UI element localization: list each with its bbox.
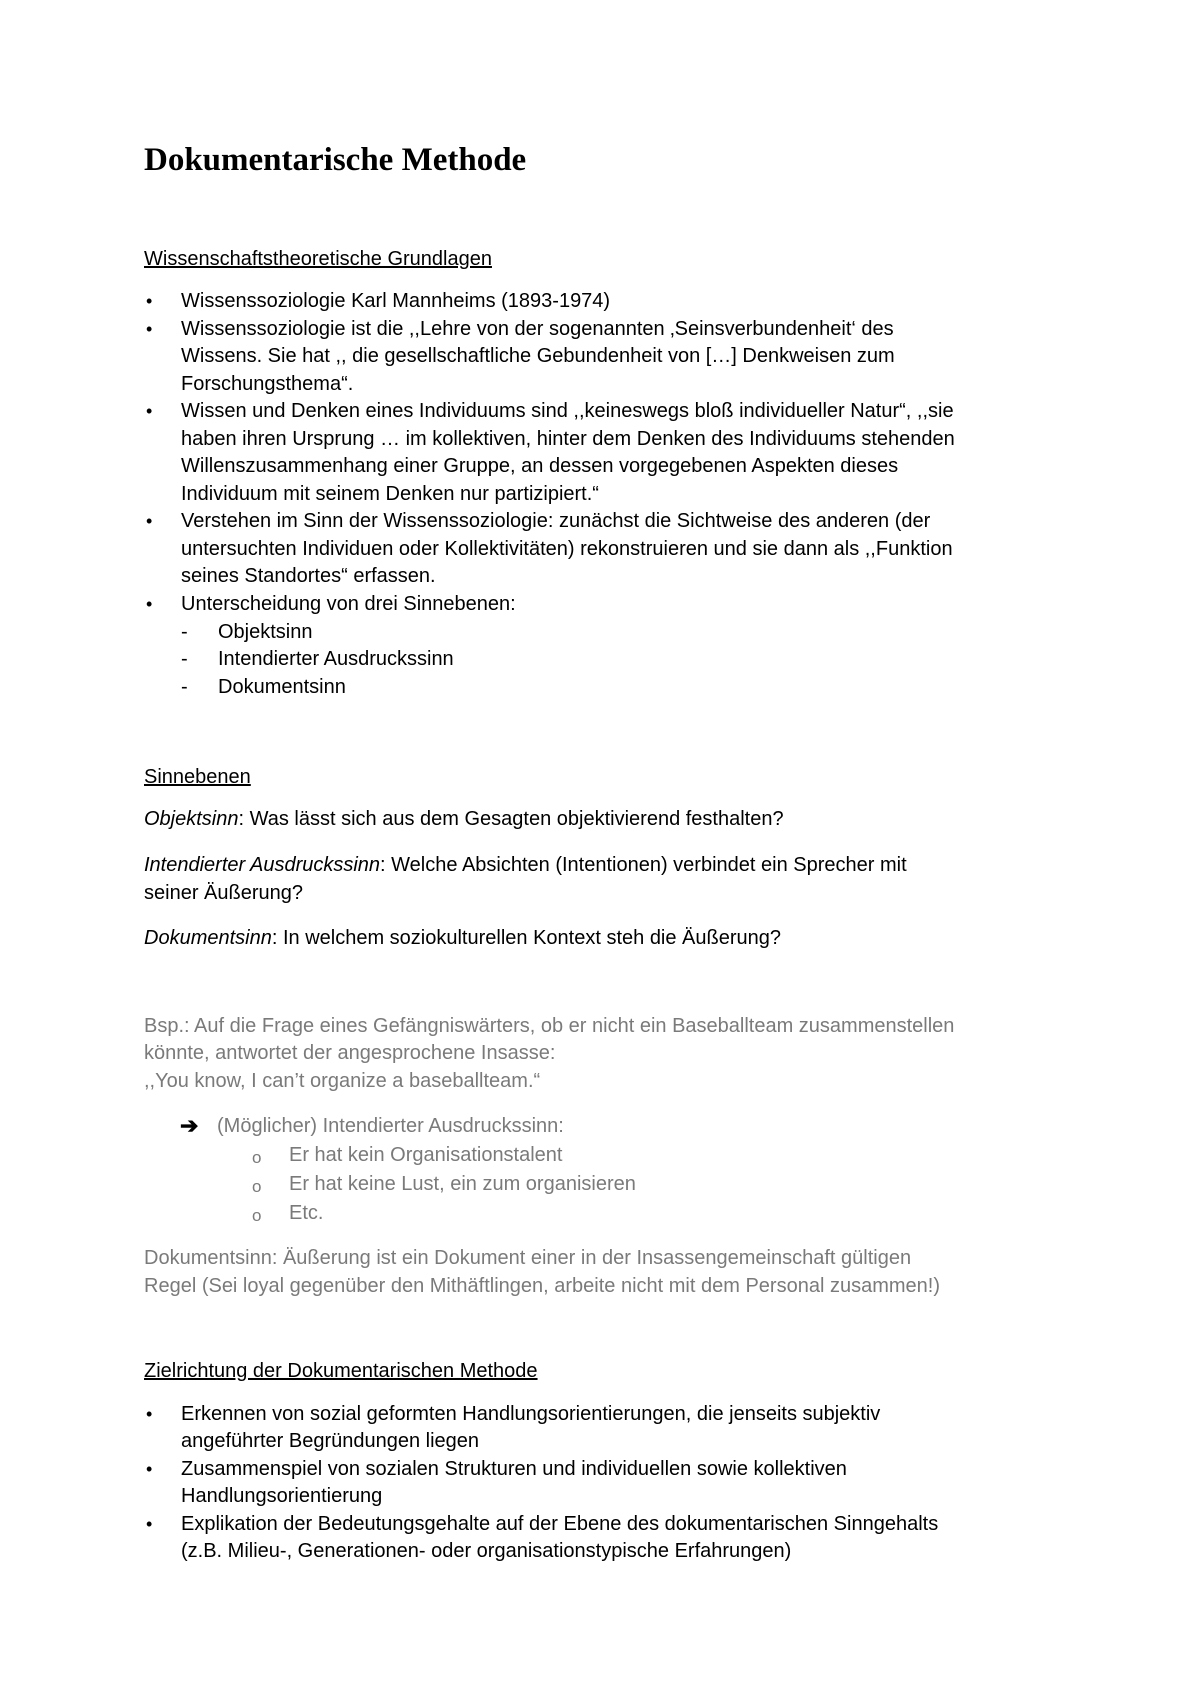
bullet-icon: •: [146, 594, 153, 614]
example-dokumentsinn-continuation: Regel (Sei loyal gegenüber den Mithäftlingen, arbeite nicht mit dem Personal zusammen!): [144, 1275, 940, 1297]
arrow-right-icon: ➔: [180, 1113, 199, 1138]
circle-bullet-icon: o: [252, 1206, 262, 1225]
section-heading-sinnebenen: Sinnebenen: [144, 766, 251, 788]
option-item: Er hat keine Lust, ein zum organisieren: [289, 1173, 636, 1195]
list-item-continuation: untersuchten Individuen oder Kollektivitäten) rekonstruieren und sie dann als ,,Funktion: [181, 538, 953, 560]
definition-text: : In welchem soziokulturellen Kontext steh die Äußerung?: [271, 927, 782, 949]
bullet-icon: •: [146, 1459, 153, 1479]
list-item-continuation: haben ihren Ursprung … im kollektiven, hinter dem Denken des Individuums stehenden: [181, 428, 955, 450]
definition-term: Dokumentsinn: [144, 927, 272, 949]
list-item: Wissenssoziologie Karl Mannheims (1893-1974): [181, 290, 611, 312]
example-text: könnte, antwortet der angesprochene Insasse:: [144, 1042, 556, 1064]
example-quote: ,,You know, I can’t organize a baseballteam.“: [144, 1070, 541, 1092]
sub-list-item: Dokumentsinn: [218, 676, 346, 698]
list-item-continuation: Forschungsthema“.: [181, 373, 354, 395]
dash-icon: -: [181, 621, 188, 643]
option-item: Er hat kein Organisationstalent: [289, 1144, 563, 1166]
definition-continuation: seiner Äußerung?: [144, 882, 303, 904]
sub-list-item: Objektsinn: [218, 621, 313, 643]
list-item: Wissenssoziologie ist die ,,Lehre von der sogenannten ‚Seinsverbundenheit‘ des: [181, 318, 894, 340]
list-item-continuation: angeführter Begründungen liegen: [181, 1430, 480, 1452]
definition-dokumentsinn: [144, 925, 781, 953]
bullet-icon: •: [146, 1514, 153, 1534]
section-heading-zielrichtung: Zielrichtung der Dokumentarischen Methode: [144, 1360, 538, 1382]
section-heading-grundlagen: Wissenschaftstheoretische Grundlagen: [144, 248, 492, 270]
list-item-continuation: (z.B. Milieu-, Generationen- oder organisationstypische Erfahrungen): [181, 1540, 792, 1562]
bullet-icon: •: [146, 291, 153, 311]
example-text: Bsp.: Auf die Frage eines Gefängniswärters, ob er nicht ein Baseballteam zusammenstellen: [144, 1015, 955, 1037]
definition-text: : Welche Absichten (Intentionen) verbindet ein Sprecher mit: [380, 854, 907, 876]
list-item: Wissen und Denken eines Individuums sind ,,keineswegs bloß individueller Natur“, ,,sie: [181, 400, 954, 422]
definition-term: Objektsinn: [144, 808, 239, 830]
list-item: Unterscheidung von drei Sinnebenen:: [181, 593, 516, 615]
circle-bullet-icon: o: [252, 1148, 262, 1167]
dash-icon: -: [181, 676, 188, 698]
definition-term: Intendierter Ausdruckssinn: [144, 854, 381, 876]
list-item-continuation: Willenszusammenhang einer Gruppe, an dessen vorgegebenen Aspekten dieses: [181, 455, 899, 477]
sub-list-item: Intendierter Ausdruckssinn: [218, 648, 454, 670]
list-item-continuation: Handlungsorientierung: [181, 1485, 383, 1507]
option-item: Etc.: [289, 1202, 324, 1224]
dash-icon: -: [181, 648, 188, 670]
bullet-icon: •: [146, 1404, 153, 1424]
definition-ausdruckssinn: [144, 852, 907, 880]
document-title: Dokumentarische Methode: [144, 142, 527, 178]
bullet-icon: •: [146, 319, 153, 339]
circle-bullet-icon: o: [252, 1177, 262, 1196]
list-item-continuation: Wissens. Sie hat ,, die gesellschaftliche Gebundenheit von […] Denkweisen zum: [181, 345, 895, 367]
list-item-continuation: Individuum mit seinem Denken nur partizipiert.“: [181, 483, 599, 505]
list-item: Zusammenspiel von sozialen Strukturen und individuellen sowie kollektiven: [181, 1458, 847, 1480]
arrow-item-label: (Möglicher) Intendierter Ausdruckssinn:: [217, 1115, 564, 1137]
bullet-icon: •: [146, 401, 153, 421]
list-item: Verstehen im Sinn der Wissenssoziologie: zunächst die Sichtweise des anderen (der: [181, 510, 931, 532]
list-item-continuation: seines Standortes“ erfassen.: [181, 565, 436, 587]
list-item: Erkennen von sozial geformten Handlungsorientierungen, die jenseits subjektiv: [181, 1403, 881, 1425]
definition-objektsinn: [144, 806, 784, 834]
list-item: Explikation der Bedeutungsgehalte auf der Ebene des dokumentarischen Sinngehalts: [181, 1513, 939, 1535]
definition-text: : Was lässt sich aus dem Gesagten objektivierend festhalten?: [238, 808, 784, 830]
bullet-icon: •: [146, 511, 153, 531]
example-dokumentsinn: Dokumentsinn: Äußerung ist ein Dokument einer in der Insassengemeinschaft gültigen: [144, 1247, 912, 1269]
